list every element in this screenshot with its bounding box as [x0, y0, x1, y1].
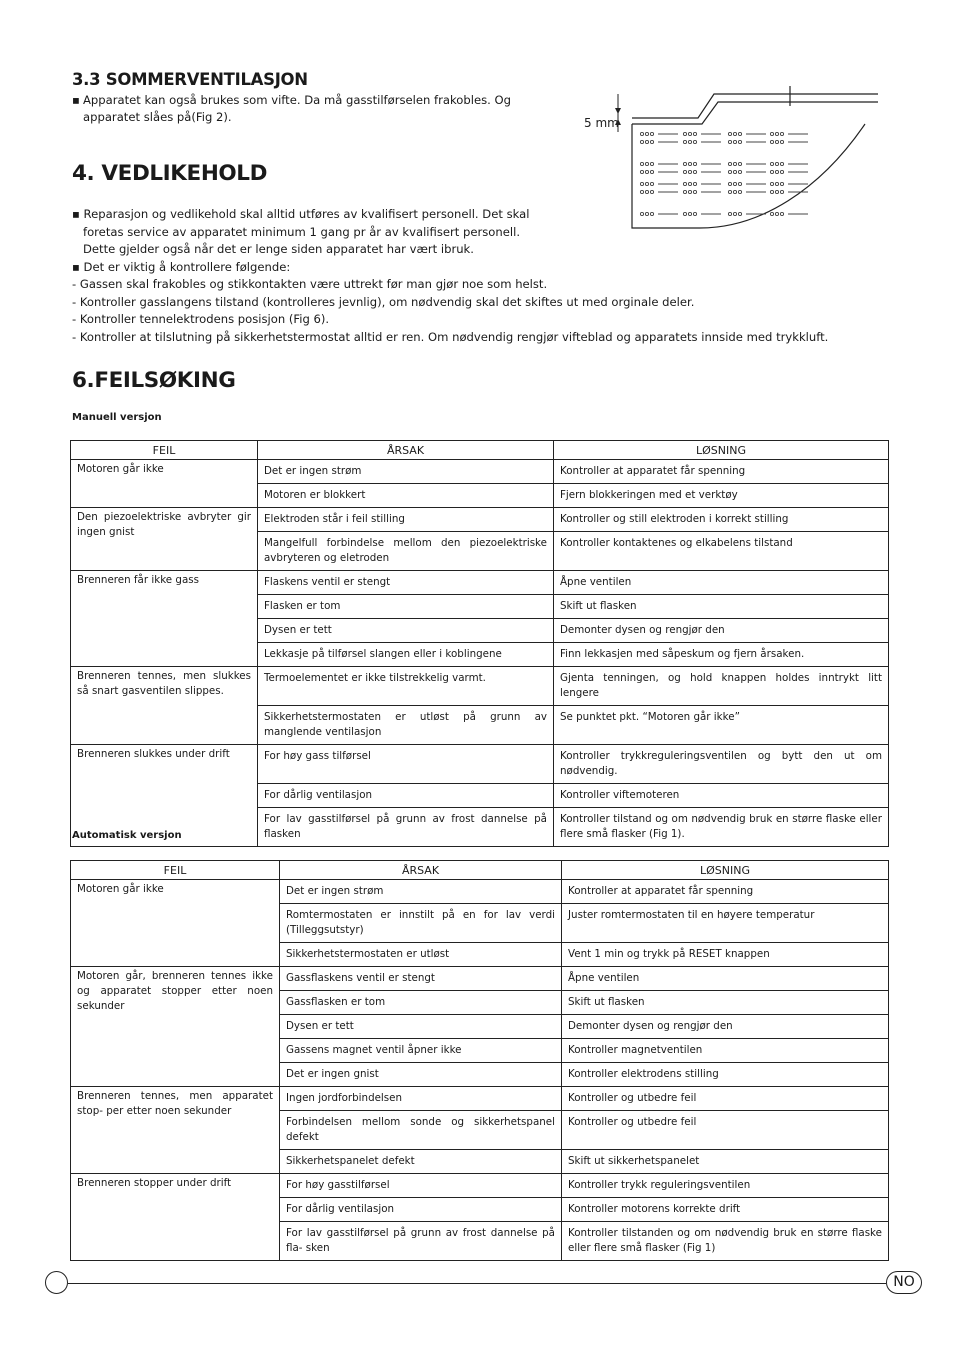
cause-cell: Dysen er tett	[280, 1015, 562, 1039]
table-row	[71, 880, 889, 904]
fault-cell: Motoren går ikke	[71, 460, 258, 508]
solution-cell: Vent 1 min og trykk på RESET knappen	[562, 943, 889, 967]
cause-cell: Dysen er tett	[258, 619, 554, 643]
solution-cell: Se punktet pkt. “Motoren går ikke”	[554, 706, 889, 745]
dimension-label: 5 mm	[584, 116, 619, 130]
fault-cell: Brenneren slukkes under drift	[71, 745, 258, 847]
table-row	[71, 571, 889, 595]
solution-cell: Finn lekkasjen med såpeskum og fjern årsaken.	[554, 643, 889, 667]
cause-cell: Sikkerhetspanelet defekt	[280, 1150, 562, 1174]
cause-cell: Gassflasken er tom	[280, 991, 562, 1015]
solution-cell: Kontroller motorens korrekte drift	[562, 1198, 889, 1222]
col-arsak: ÅRSAK	[258, 441, 554, 460]
solution-cell: Kontroller at apparatet får spenning	[554, 460, 889, 484]
maintenance-item: - Kontroller tennelektrodens posisjon (Fig 6).	[72, 312, 330, 326]
solution-cell: Kontroller tilstanden og om nødvendig bruk en større flaske eller flere små flasker (Fig 1)	[562, 1222, 889, 1261]
maintenance-item: - Gassen skal frakobles og stikkontakten være uttrekt før man gjør noe som helst.	[72, 277, 548, 291]
table-row	[71, 460, 889, 484]
maintenance-line: Reparasjon og vedlikehold skal alltid utføres av kvalifisert personell. Det skal	[83, 207, 530, 221]
bullet-icon: ▪	[72, 207, 84, 221]
solution-cell: Kontroller og utbedre feil	[562, 1087, 889, 1111]
page-number-circle	[45, 1271, 68, 1294]
solution-cell: Juster romtermostaten til en høyere temperatur	[562, 904, 889, 943]
solution-cell: Åpne ventilen	[562, 967, 889, 991]
fault-cell: Brenneren stopper under drift	[71, 1174, 280, 1261]
cause-cell: Lekkasje på tilførsel slangen eller i koblingene	[258, 643, 554, 667]
solution-cell: Skift ut flasken	[562, 991, 889, 1015]
maintenance-line: Det er viktig å kontrollere følgende:	[83, 259, 291, 274]
language-badge: NO	[886, 1271, 922, 1294]
cause-cell: Mangelfull forbindelse mellom den piezoelektriske avbryteren og eletroden	[258, 532, 554, 571]
solution-cell: Skift ut flasken	[554, 595, 889, 619]
col-feil: FEIL	[71, 441, 258, 460]
solution-cell: Demonter dysen og rengjør den	[554, 619, 889, 643]
sommerventilasjon-bullet: Apparatet kan også brukes som vifte. Da må gasstilførselen frakobles. Og apparatet slåes på(Fig 2).	[83, 93, 512, 124]
solution-cell: Kontroller elektrodens stilling	[562, 1063, 889, 1087]
cause-cell: Elektroden står i feil stilling	[258, 508, 554, 532]
cause-cell: Romtermostaten er innstilt på en for lav verdi (Tilleggsutstyr)	[280, 904, 562, 943]
bullet-icon: ▪	[72, 259, 84, 274]
table-row	[71, 745, 889, 784]
maintenance-item: - Kontroller at tilslutning på sikkerhetstermostat alltid er ren. Om nødvendig rengjør vifteblad og apparatets innside med trykkluft.	[72, 329, 829, 344]
cause-cell: Termoelementet er ikke tilstrekkelig varmt.	[258, 667, 554, 706]
solution-cell: Kontroller at apparatet får spenning	[562, 880, 889, 904]
footer-rule	[68, 1283, 886, 1284]
table-row	[71, 508, 889, 532]
table-row	[71, 1087, 889, 1111]
solution-cell: Skift ut sikkerhetspanelet	[562, 1150, 889, 1174]
cause-cell: Forbindelsen mellom sonde og sikkerhetspanel defekt	[280, 1111, 562, 1150]
cause-cell: Det er ingen gnist	[280, 1063, 562, 1087]
solution-cell: Demonter dysen og rengjør den	[562, 1015, 889, 1039]
cause-cell: Gassens magnet ventil åpner ikke	[280, 1039, 562, 1063]
solution-cell: Fjern blokkeringen med et verktøy	[554, 484, 889, 508]
cause-cell: Gassflaskens ventil er stengt	[280, 967, 562, 991]
solution-cell: Kontroller og utbedre feil	[562, 1111, 889, 1150]
vedlikehold-text	[72, 206, 872, 346]
fault-cell: Motoren går, brenneren tennes ikke og apparatet stopper etter noen sekunder	[71, 967, 280, 1087]
col-losning: LØSNING	[562, 861, 889, 880]
solution-cell: Kontroller trykk reguleringsventilen	[562, 1174, 889, 1198]
col-arsak: ÅRSAK	[280, 861, 562, 880]
cause-cell: Det er ingen strøm	[280, 880, 562, 904]
manual-troubleshooting-table	[70, 440, 889, 847]
table-row	[71, 1174, 889, 1198]
solution-cell: Åpne ventilen	[554, 571, 889, 595]
automatic-troubleshooting-table	[70, 860, 889, 1261]
cause-cell: Motoren er blokkert	[258, 484, 554, 508]
cause-cell: For dårlig ventilasjon	[258, 784, 554, 808]
fault-cell: Brenneren tennes, men slukkes så snart gasventilen slippes.	[71, 667, 258, 745]
cause-cell: Det er ingen strøm	[258, 460, 554, 484]
section-heading-sommerventilasjon: 3.3 SOMMERVENTILASJON	[72, 70, 308, 89]
cause-cell: For lav gasstilførsel på grunn av frost dannelse på fla- sken	[280, 1222, 562, 1261]
automatic-version-label: Automatisk versjon	[72, 830, 182, 841]
fault-cell: Brenneren får ikke gass	[71, 571, 258, 667]
col-feil: FEIL	[71, 861, 280, 880]
sommerventilasjon-text	[72, 92, 542, 125]
cause-cell: Flasken er tom	[258, 595, 554, 619]
fault-cell: Motoren går ikke	[71, 880, 280, 967]
maintenance-item: - Kontroller gasslangens tilstand (kontrolleres jevnlig), om nødvendig skal det skiftes ut med orginale deler.	[72, 294, 695, 309]
maintenance-line: Dette gjelder også når det er lenge siden apparatet har vært ibruk.	[83, 242, 474, 256]
solution-cell: Kontroller og still elektroden i korrekt stilling	[554, 508, 889, 532]
cause-cell: For høy gasstilførsel	[280, 1174, 562, 1198]
fault-cell: Den piezoelektriske avbryter gir ingen gnist	[71, 508, 258, 571]
fault-cell: Brenneren tennes, men apparatet stop- per etter noen sekunder	[71, 1087, 280, 1174]
bullet-icon: ▪	[72, 93, 80, 107]
solution-cell: Kontroller trykkreguleringsventilen og bytt den ut om nødvendig.	[554, 745, 889, 784]
cause-cell: For dårlig ventilasjon	[280, 1198, 562, 1222]
section-heading-vedlikehold: 4. VEDLIKEHOLD	[72, 161, 268, 186]
solution-cell: Kontroller magnetventilen	[562, 1039, 889, 1063]
cause-cell: For høy gass tilførsel	[258, 745, 554, 784]
section-heading-feilsoking: 6.FEILSØKING	[72, 368, 236, 393]
solution-cell: Kontroller tilstand og om nødvendig bruk en større flaske eller flere små flasker (Fig 1).	[554, 808, 889, 847]
solution-cell: Kontroller viftemoteren	[554, 784, 889, 808]
table-row	[71, 967, 889, 991]
cause-cell: Sikkerhetstermostaten er utløst på grunn av manglende ventilasjon	[258, 706, 554, 745]
solution-cell: Kontroller kontaktenes og elkabelens tilstand	[554, 532, 889, 571]
solution-cell: Gjenta tenningen, og hold knappen holdes inntrykt litt lengere	[554, 667, 889, 706]
table-row	[71, 667, 889, 706]
cause-cell: Ingen jordforbindelsen	[280, 1087, 562, 1111]
manual-version-label: Manuell versjon	[72, 412, 162, 423]
cause-cell: Flaskens ventil er stengt	[258, 571, 554, 595]
cause-cell: For lav gasstilførsel på grunn av frost dannelse på flasken	[258, 808, 554, 847]
col-losning: LØSNING	[554, 441, 889, 460]
maintenance-line: foretas service av apparatet minimum 1 gang pr år av kvalifisert personell.	[83, 224, 521, 239]
cause-cell: Sikkerhetstermostaten er utløst	[280, 943, 562, 967]
